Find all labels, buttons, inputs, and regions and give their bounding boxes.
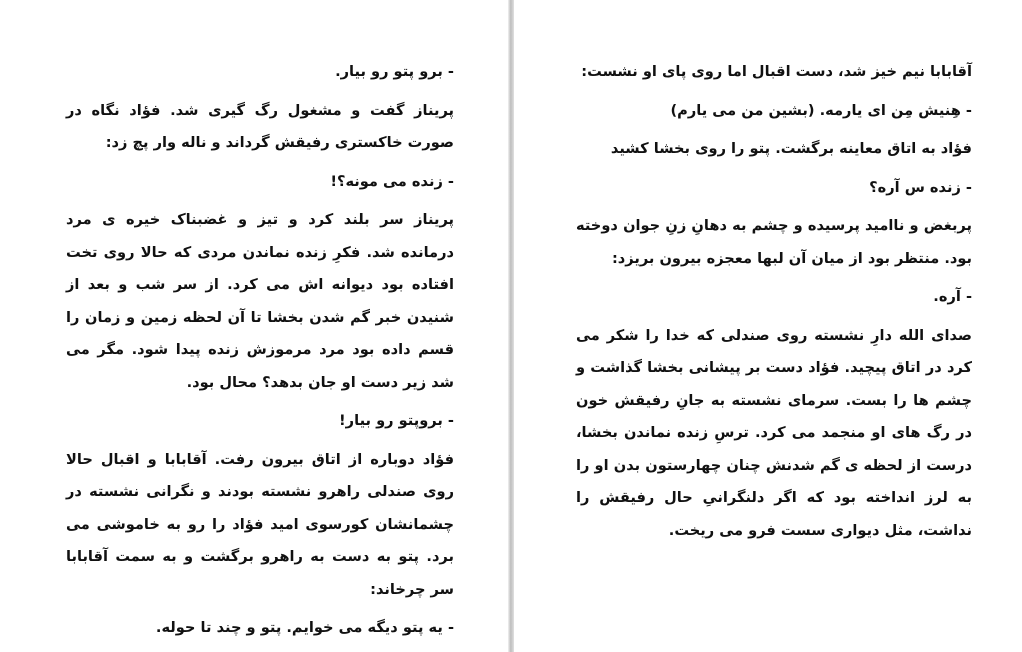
paragraph: - زنده س آره؟: [869, 178, 972, 196]
paragraph: - زنده می مونه؟!: [330, 172, 454, 190]
paragraph: - هِنیش مِن ای یارمه. (بشین من می یارم): [670, 101, 972, 119]
paragraph: - بروپتو رو بیار!: [339, 412, 454, 429]
paragraph: - آره.: [933, 288, 972, 305]
paragraph: فؤاد به اتاق معاینه برگشت. پتو را روی بخشا کشید: [610, 140, 972, 157]
left-page: [0, 0, 508, 652]
paragraph: - یه پتو دیگه می خوایم. پتو و چند تا حوله.: [155, 619, 454, 636]
paragraph: پربغض و ناامید پرسیده و چشم به دهانِ زنِ جوان دوخته بود. منتظر بود از میان آن لبها معجزه بیرون بریزد:: [576, 217, 972, 267]
left-page-text: [66, 56, 454, 651]
right-page: [514, 0, 1022, 652]
paragraph: - برو پتو رو بیار.: [335, 63, 454, 80]
paragraph: آقابابا نیم خیز شد، دست اقبال اما روی پای او نشست:: [581, 63, 972, 80]
paragraph: پریناز گفت و مشغول رگ گیری شد. فؤاد نگاه در صورت خاکستری رفیقش گرداند و ناله وار پچ زد:: [66, 101, 454, 151]
right-page-text: [576, 56, 972, 553]
paragraph: پریناز سر بلند کرد و تیز و غضبناک خیره ی مرد درمانده شد. فکرِ زنده نماندن مردی که حالا روی تخت افتاده بود دیوانه اش می کرد. از سر شب و بعد از شنیدن خبر گم شدن بخشا تا آن لحظه زمین و زمان را قسم داده بود مرد مرموزش زنده پیدا شود. مگر می شد زیر دست او جان بدهد؟ محال بود.: [66, 211, 454, 391]
paragraph: صدای الله دارِ نشسته روی صندلی که خدا را شکر می کرد در اتاق پیچید. فؤاد دست بر پیشانی بخشا گذاشت و چشم ها را بست. سرمای نشسته به جانِ رفیقش خون در رگ های او منجمد می کرد. ترسِ زنده نماندن بخشا، درست از لحظه ی گم شدنش چنان چهارستون بدن او را به لرز انداخته بود که اگر دلنگرانیِ حال رفیقش را نداشت، مثل دیواری سست فرو می ریخت.: [576, 326, 972, 539]
paragraph: فؤاد دوباره از اتاق بیرون رفت. آقابابا و اقبال حالا روی صندلی راهرو نشسته بودند و نگرانی نشسته در چشمانشان کورسوی امید فؤاد را رو به خاموشی می برد. پتو به دست به راهرو برگشت و به سمت آقابابا سر چرخاند:: [66, 450, 454, 598]
